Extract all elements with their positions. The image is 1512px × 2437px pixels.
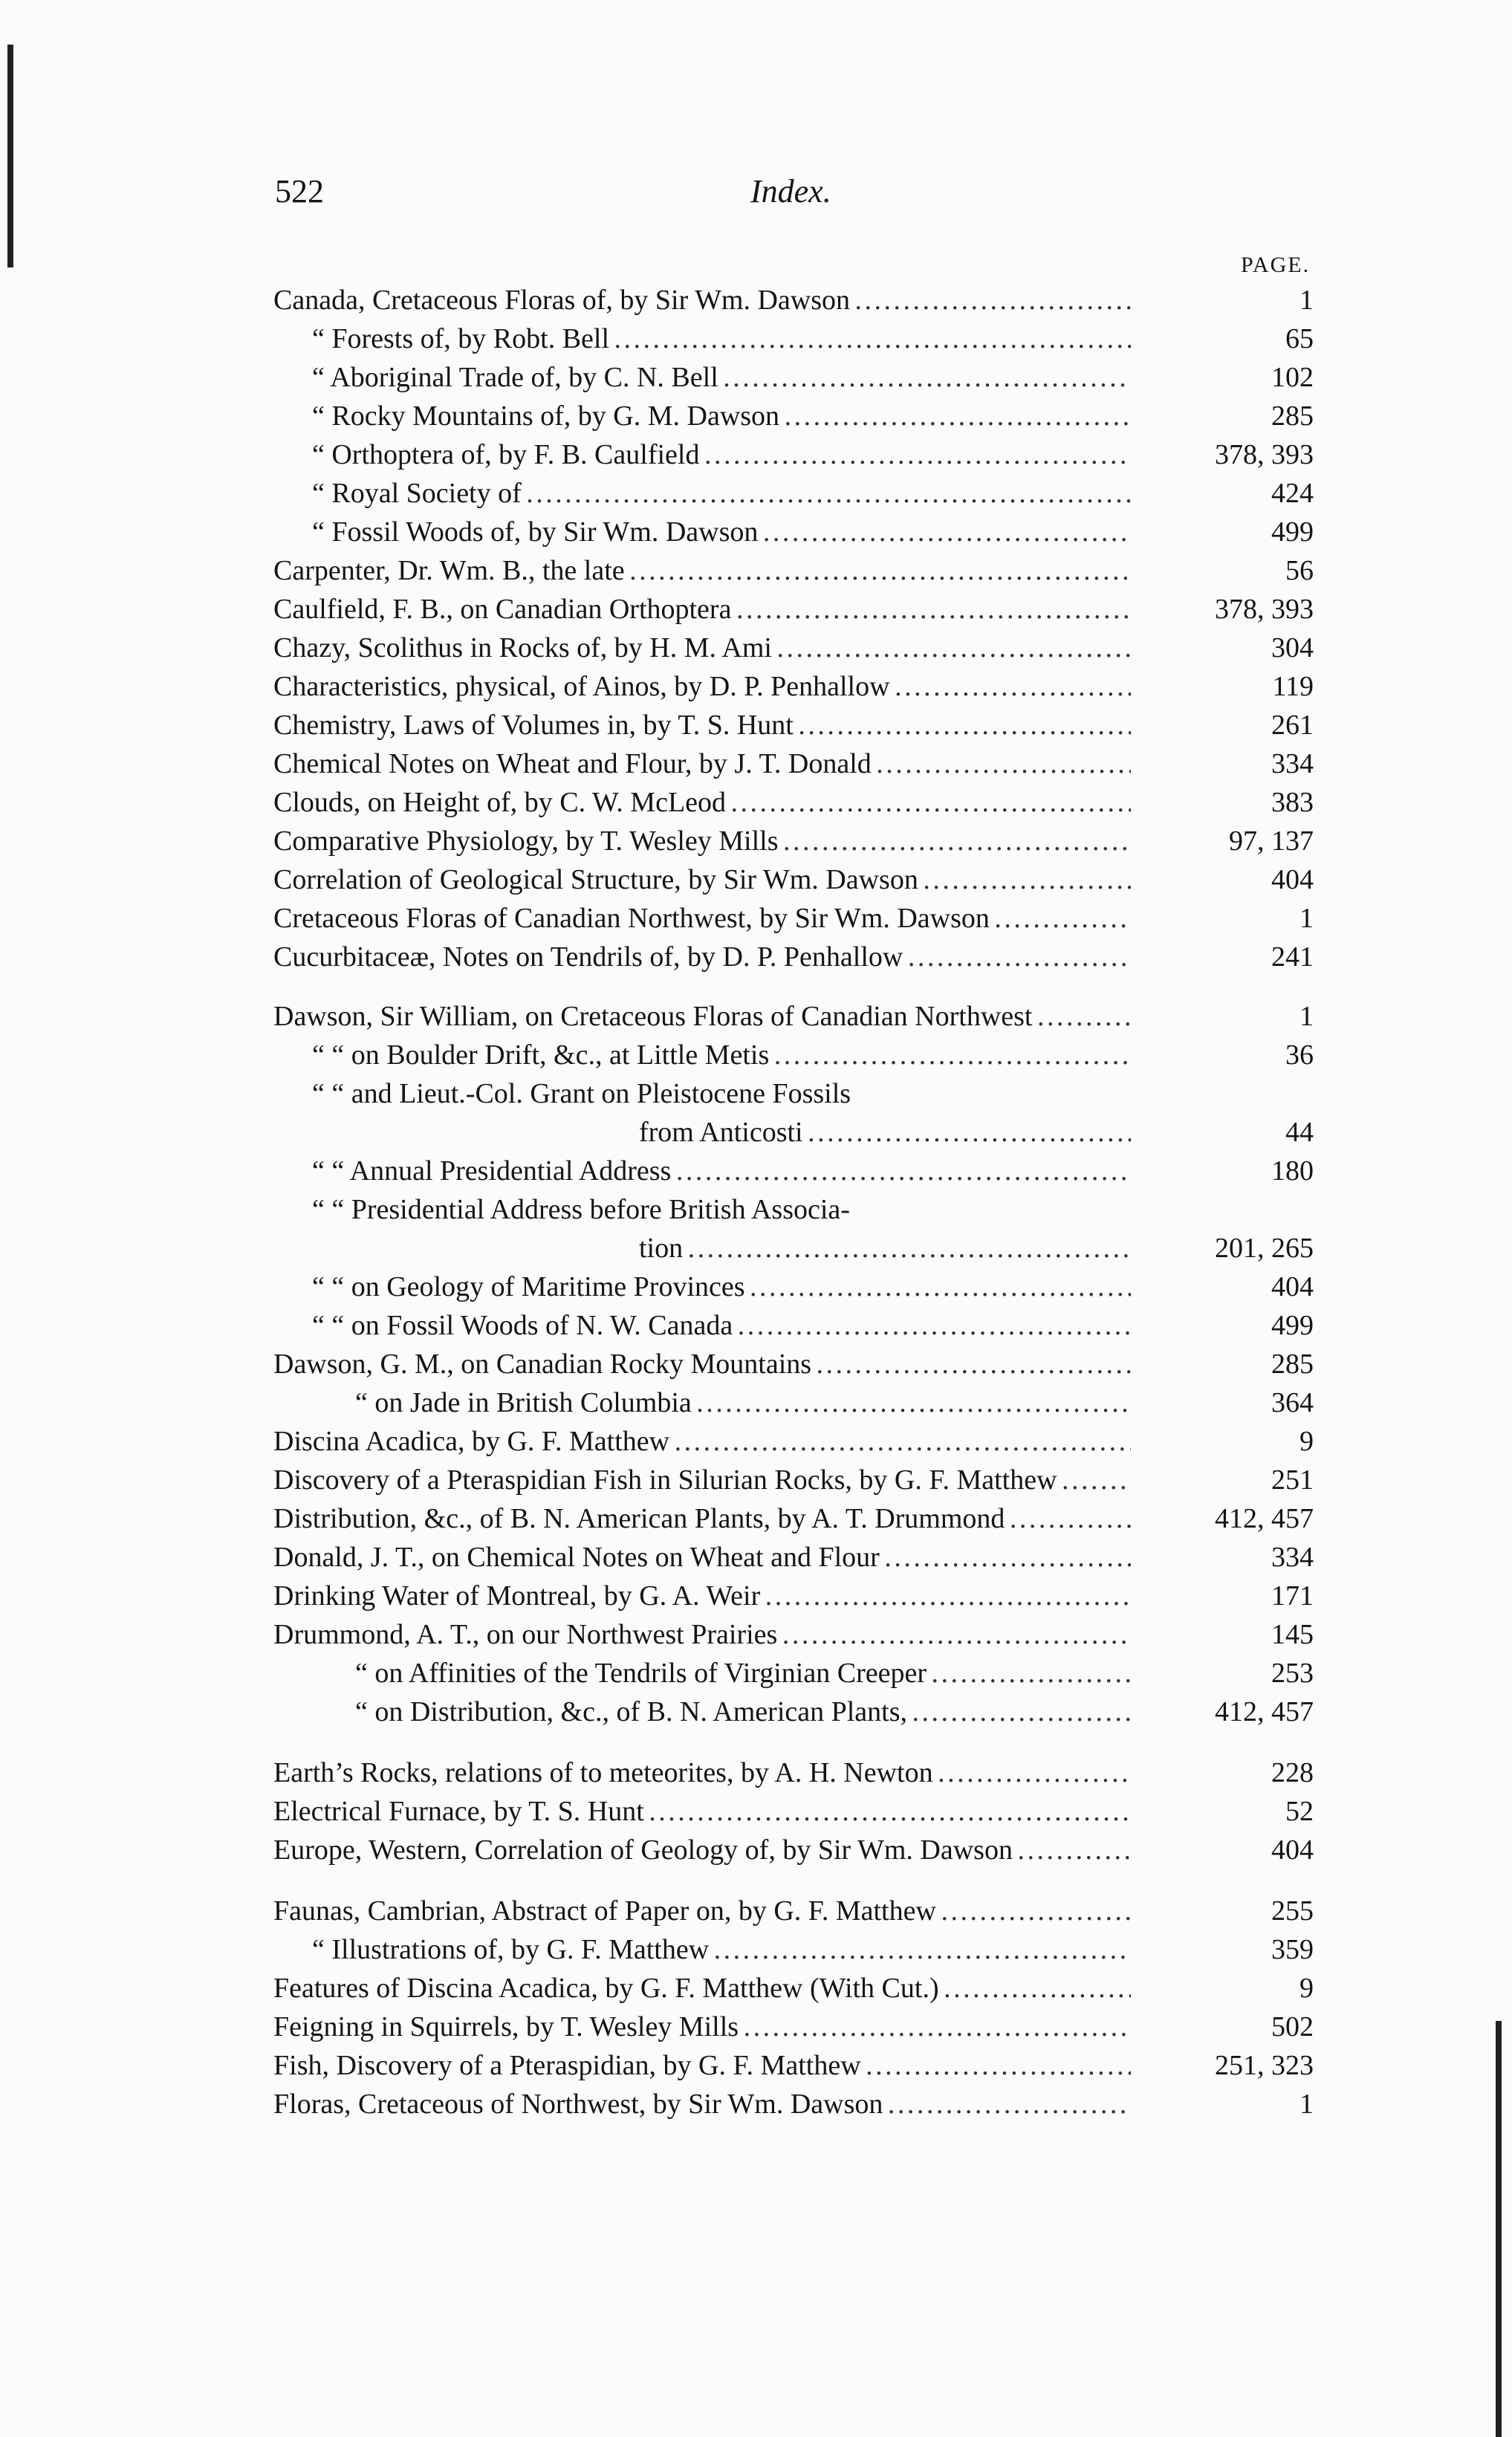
index-entry	[0, 474, 1512, 517]
entry-page: 1	[1131, 997, 1314, 1036]
entry-text: Comparative Physiology, by T. Wesley Mills . . .	[273, 822, 1289, 860]
entry-page: 1	[1131, 281, 1314, 319]
entry-text: “ “ Presidential Address before British Associa-	[312, 1194, 850, 1225]
index-entry	[0, 1753, 1512, 1797]
running-title: Index.	[750, 173, 831, 210]
entry-page: 180	[1131, 1152, 1314, 1190]
index-entry	[0, 1615, 1512, 1658]
index-entry	[0, 744, 1512, 788]
entry-page: 9	[1131, 1969, 1314, 2008]
index-entry	[0, 358, 1512, 401]
entry-text: Carpenter, Dr. Wm. B., the late . . .	[273, 551, 1289, 590]
entry-text: Earth’s Rocks, relations of to meteorites, by A. H. Newton . . .	[273, 1753, 1289, 1792]
entry-text: Feigning in Squirrels, by T. Wesley Mills . . .	[273, 2008, 1289, 2046]
entry-page: 364	[1131, 1383, 1314, 1422]
index-entry	[0, 1461, 1512, 1504]
entry-text: “ on Distribution, &c., of B. N. American Plants, . . .	[355, 1693, 1289, 1731]
entry-page: 424	[1131, 474, 1314, 513]
entry-page: 171	[1131, 1577, 1314, 1615]
index-entry	[0, 1831, 1512, 1874]
entry-text: Chazy, Scolithus in Rocks of, by H. M. Ami . . .	[273, 629, 1289, 667]
entry-page: 412, 457	[1131, 1499, 1314, 1538]
entry-page: 228	[1131, 1753, 1314, 1792]
entry-text: “ Forests of, by Robt. Bell . . .	[312, 319, 1289, 358]
index-entry	[0, 2046, 1512, 2089]
index-entry	[0, 2008, 1512, 2051]
index-entry	[0, 1969, 1512, 2012]
entry-text: “ “ on Fossil Woods of N. W. Canada . . .	[312, 1306, 1289, 1345]
entry-page: 404	[1131, 1831, 1314, 1869]
entry-page: 255	[1131, 1892, 1314, 1930]
entry-page: 404	[1131, 860, 1314, 899]
page-column-label: PAGE.	[1241, 253, 1311, 277]
entry-page: 499	[1131, 1306, 1314, 1345]
index-entry	[0, 860, 1512, 903]
index-entry	[0, 1113, 1512, 1156]
index-entry	[0, 281, 1512, 324]
entry-text: “ “ on Boulder Drift, &c., at Little Metis . . .	[312, 1036, 1289, 1074]
entry-text: Dawson, Sir William, on Cretaceous Floras of Canadian Northwest . . .	[273, 997, 1289, 1036]
entry-text: “ Illustrations of, by G. F. Matthew . . .	[312, 1930, 1289, 1969]
entry-page: 44	[1131, 1113, 1314, 1152]
entry-page: 378, 393	[1131, 435, 1314, 474]
entry-text: Distribution, &c., of B. N. American Plants, by A. T. Drummond . . .	[273, 1499, 1289, 1538]
entry-page: 499	[1131, 513, 1314, 551]
entry-page: 102	[1131, 358, 1314, 397]
entry-text: Discina Acadica, by G. F. Matthew . . .	[273, 1422, 1289, 1461]
entry-page: 36	[1131, 1036, 1314, 1074]
index-entry	[0, 899, 1512, 942]
index-entry	[0, 783, 1512, 826]
index-entry	[0, 1499, 1512, 1542]
entry-page: 404	[1131, 1268, 1314, 1306]
entry-text: Chemistry, Laws of Volumes in, by T. S. Hunt . . .	[273, 706, 1289, 744]
index-entry	[0, 1654, 1512, 1697]
index-entry	[0, 1229, 1512, 1272]
entry-text: Clouds, on Height of, by C. W. McLeod . . .	[273, 783, 1289, 822]
index-entry	[0, 1693, 1512, 1736]
index-entry	[0, 1892, 1512, 1935]
entry-text: Dawson, G. M., on Canadian Rocky Mountains . . .	[273, 1345, 1289, 1383]
entry-text: “ Aboriginal Trade of, by C. N. Bell . . .	[312, 358, 1289, 397]
entry-text: Correlation of Geological Structure, by Sir Wm. Dawson . . .	[273, 860, 1289, 899]
entry-text: Electrical Furnace, by T. S. Hunt . . .	[273, 1792, 1289, 1831]
entry-text: Faunas, Cambrian, Abstract of Paper on, by G. F. Matthew . . .	[273, 1892, 1289, 1930]
entry-page: 97, 137	[1131, 822, 1314, 860]
index-entry	[0, 397, 1512, 440]
index-entry	[0, 551, 1512, 594]
entry-text: Fish, Discovery of a Pteraspidian, by G. F. Matthew . . .	[273, 2046, 1289, 2085]
entry-text: tion . . .	[639, 1229, 1289, 1268]
entry-text: “ Fossil Woods of, by Sir Wm. Dawson . . .	[312, 513, 1289, 551]
entry-text: Canada, Cretaceous Floras of, by Sir Wm. Dawson . . .	[273, 281, 1289, 319]
entry-page: 334	[1131, 1538, 1314, 1577]
index-entry	[0, 1190, 1512, 1233]
entry-text: Europe, Western, Correlation of Geology of, by Sir Wm. Dawson . . .	[273, 1831, 1289, 1869]
entry-page: 56	[1131, 551, 1314, 590]
index-entry	[0, 629, 1512, 672]
entry-page: 334	[1131, 744, 1314, 783]
entry-text: Cucurbitaceæ, Notes on Tendrils of, by D. P. Penhallow . . .	[273, 938, 1289, 976]
index-entry	[0, 1152, 1512, 1195]
entry-page: 285	[1131, 1345, 1314, 1383]
index-entry	[0, 2085, 1512, 2128]
index-entry	[0, 822, 1512, 865]
index-entry	[0, 435, 1512, 478]
entry-text: “ “ Annual Presidential Address . . .	[312, 1152, 1289, 1190]
entry-text: “ “ and Lieut.-Col. Grant on Pleistocene Fossils	[312, 1078, 851, 1109]
entry-text: Drummond, A. T., on our Northwest Prairies . . .	[273, 1615, 1289, 1654]
entry-page: 1	[1131, 2085, 1314, 2123]
index-entry	[0, 1538, 1512, 1581]
entry-page: 502	[1131, 2008, 1314, 2046]
page-number: 522	[275, 173, 324, 210]
entry-page: 52	[1131, 1792, 1314, 1831]
entry-page: 241	[1131, 938, 1314, 976]
index-entry	[0, 513, 1512, 556]
entry-text: from Anticosti . . .	[639, 1113, 1289, 1152]
entry-text: Characteristics, physical, of Ainos, by D. P. Penhallow . . .	[273, 667, 1289, 706]
entry-text: Drinking Water of Montreal, by G. A. Weir . . .	[273, 1577, 1289, 1615]
entry-text: Features of Discina Acadica, by G. F. Matthew (With Cut.) . . .	[273, 1969, 1289, 2008]
entry-page: 9	[1131, 1422, 1314, 1461]
entry-text: Floras, Cretaceous of Northwest, by Sir Wm. Dawson . . .	[273, 2085, 1289, 2123]
entry-page: 359	[1131, 1930, 1314, 1969]
entry-page: 253	[1131, 1654, 1314, 1693]
index-entry	[0, 590, 1512, 633]
entry-text: Donald, J. T., on Chemical Notes on Wheat and Flour . . .	[273, 1538, 1289, 1577]
entry-text: Cretaceous Floras of Canadian Northwest, by Sir Wm. Dawson . . .	[273, 899, 1289, 938]
entry-page: 285	[1131, 397, 1314, 435]
entry-text: Discovery of a Pteraspidian Fish in Silurian Rocks, by G. F. Matthew . . .	[273, 1461, 1289, 1499]
entry-page: 261	[1131, 706, 1314, 744]
entry-text: “ Rocky Mountains of, by G. M. Dawson . . .	[312, 397, 1289, 435]
entry-text: “ on Affinities of the Tendrils of Virginian Creeper . . .	[355, 1654, 1289, 1693]
entry-page: 251	[1131, 1461, 1314, 1499]
index-entry	[0, 1422, 1512, 1465]
entry-page: 145	[1131, 1615, 1314, 1654]
index-entry	[0, 1036, 1512, 1079]
index-entry	[0, 938, 1512, 981]
index-entry	[0, 1345, 1512, 1388]
entry-page: 412, 457	[1131, 1693, 1314, 1731]
index-entry	[0, 1268, 1512, 1311]
index-entry	[0, 1792, 1512, 1835]
entry-page: 304	[1131, 629, 1314, 667]
entry-text: “ Royal Society of . . .	[312, 474, 1289, 513]
entry-page: 251, 323	[1131, 2046, 1314, 2085]
index-entry	[0, 1930, 1512, 1973]
entry-page: 65	[1131, 319, 1314, 358]
entry-page: 201, 265	[1131, 1229, 1314, 1268]
entry-text: “ Orthoptera of, by F. B. Caulfield . . .	[312, 435, 1289, 474]
entry-text: “ on Jade in British Columbia . . .	[355, 1383, 1289, 1422]
index-entry	[0, 1074, 1512, 1117]
entry-page: 383	[1131, 783, 1314, 822]
index-entry	[0, 1383, 1512, 1427]
entry-page: 119	[1131, 667, 1314, 706]
index-entry	[0, 1306, 1512, 1349]
entry-text: “ “ on Geology of Maritime Provinces . . .	[312, 1268, 1289, 1306]
index-entry	[0, 1577, 1512, 1620]
index-entry	[0, 319, 1512, 363]
index-entry	[0, 667, 1512, 710]
entry-text: Caulfield, F. B., on Canadian Orthoptera . . .	[273, 590, 1289, 629]
index-entry	[0, 997, 1512, 1040]
entry-page: 378, 393	[1131, 590, 1314, 629]
entry-text: Chemical Notes on Wheat and Flour, by J. T. Donald . . .	[273, 744, 1289, 783]
entry-page: 1	[1131, 899, 1314, 938]
index-entry	[0, 706, 1512, 749]
